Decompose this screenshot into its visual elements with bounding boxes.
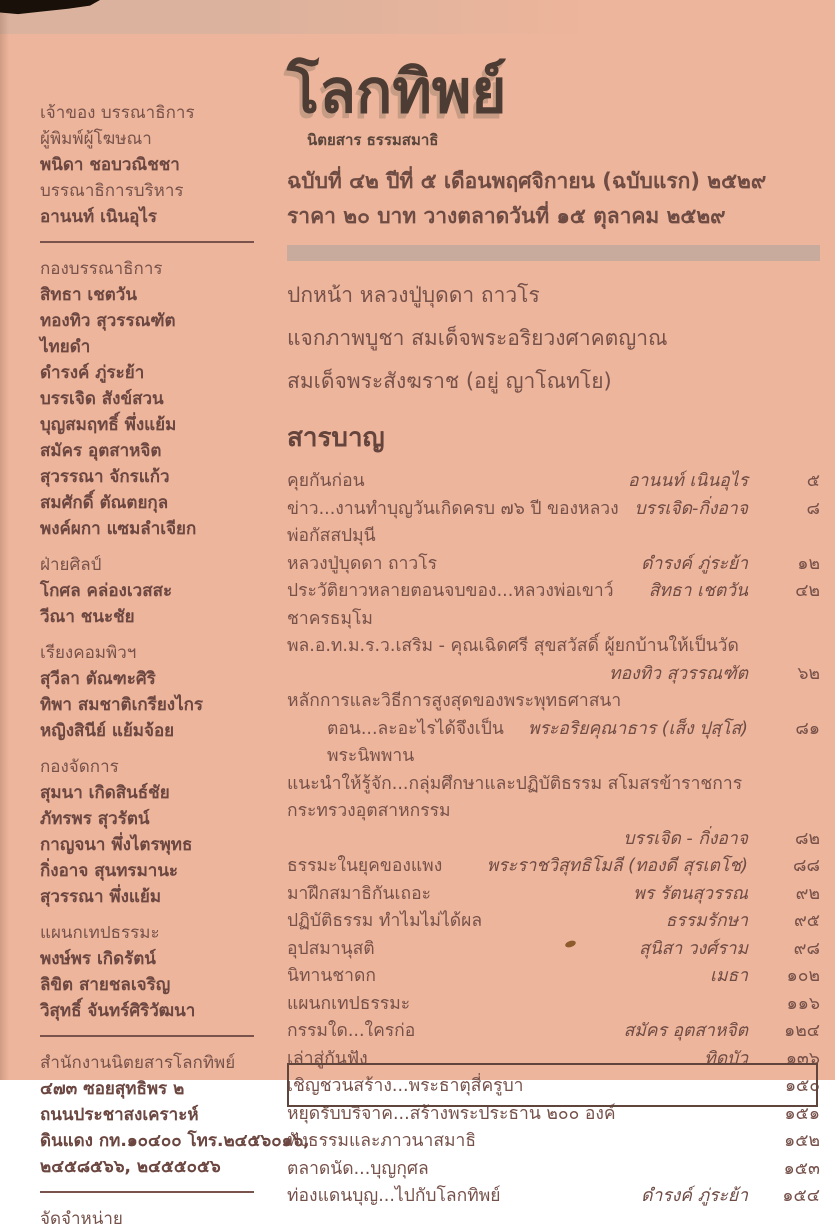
toc-author: บรรเจิด-กิ่งอาจ — [634, 498, 748, 519]
toc-title: ข่าว...งานทำบุญวันเกิดครบ ๗๖ ปี ของหลวงพ่อกัสสปมุนี — [287, 498, 619, 546]
toc-title: แนะนำให้รู้จัก...กลุ่มศึกษาและปฏิบัติธรรม สโมสรข้าราชการกระทรวงอุตสาหกรรม — [287, 773, 743, 821]
toc-page-number: ๑๕๑ — [784, 1103, 820, 1124]
staff-line: เจ้าของ บรรณาธิการ — [40, 103, 195, 123]
toc-title: อุปสมานุสติ — [287, 938, 375, 959]
staff-line: ถนนประชาสงเคราะห์ — [40, 1105, 199, 1125]
staff-line: พงค์ผกา แซมลำเจียก — [40, 519, 197, 539]
staff-line: โกศล คล่องเวสสะ — [40, 581, 173, 601]
toc-row — [287, 551, 820, 579]
staff-line: ผู้พิมพ์ผู้โฆษณา — [40, 129, 152, 149]
toc-row — [287, 1018, 820, 1046]
staff-line: กิ่งอาจ สุนทรมานะ — [40, 861, 179, 881]
issue-info — [287, 164, 820, 234]
staff-line: สิทธา เชตวัน — [40, 285, 137, 305]
toc-page-number: ๘๒ — [794, 828, 820, 849]
toc-row — [287, 853, 820, 881]
staff-line: เรียงคอมพิวฯ — [40, 643, 137, 663]
toc-title: ธรรมะในยุคของแพง — [287, 856, 443, 876]
staff-line: ทิพา สมชาติเกรียงไกร — [40, 695, 204, 715]
toc-page-number: ๘๘ — [792, 856, 820, 876]
toc-title: หยุดรับบริจาค...สร้างพระประธาน ๒๐๐ องค์ — [287, 1103, 616, 1124]
toc-author: ดำรงค์ ภู่ระย้า — [641, 1186, 748, 1206]
staff-line: วีณา ชนะชัย — [40, 607, 135, 627]
toc-row — [287, 1128, 820, 1156]
toc-heading: สารบาญ — [287, 423, 385, 453]
toc-title: หลวงปู่บุดดา ถาวโร — [287, 553, 438, 574]
scan-edge-shadow — [0, 0, 9, 1080]
toc-author: พร รัตนสุวรรณ — [633, 883, 748, 904]
staff-line: บรรณาธิการบริหาร — [40, 181, 184, 201]
staff-line: สุวีลา ตัณฑะศิริ — [40, 669, 156, 689]
toc-author: เมธา — [709, 966, 748, 986]
toc-title: แผนกเทปธรรมะ — [287, 993, 411, 1014]
toc-title: ท่องแดนบุญ...ไปกับโลกทิพย์ — [287, 1186, 501, 1206]
staff-line — [40, 1191, 254, 1193]
toc-author: ดำรงค์ ภู่ระย้า — [641, 553, 748, 574]
staff-line: สมศักดิ์ ตัณตยกุล — [40, 493, 169, 513]
toc-title: ตลาดนัด...บุญกุศล — [287, 1158, 429, 1179]
toc-page-number: ๑๐๒ — [786, 966, 820, 986]
toc-row — [287, 716, 820, 771]
toc-page-number: ๑๕๔ — [782, 1186, 820, 1206]
toc-row — [287, 633, 820, 661]
toc-author: ทองทิว สุวรรณฑัต — [609, 663, 748, 684]
toc-row — [287, 908, 820, 936]
toc-title: เชิญชวนสร้าง...พระธาตุสี่ครูบา — [287, 1076, 524, 1096]
toc-page-number: ๑๒๔ — [784, 1021, 820, 1041]
main-column — [287, 57, 820, 1211]
staff-line: จัดจำหน่าย — [40, 1209, 123, 1229]
toc-author: ธรรมรักษา — [665, 911, 748, 931]
toc-page-number: ๑๕๒ — [784, 1131, 820, 1151]
toc-row — [287, 881, 820, 909]
cover-line: แจกภาพบูชา สมเด็จพระอริยวงศาคตญาณ — [287, 326, 668, 350]
toc-page-number: ๔๒ — [795, 581, 820, 601]
staff-line: สมัคร อุตสาหจิต — [40, 441, 162, 461]
toc-row — [287, 991, 820, 1019]
staff-line: กาญจนา พึ่งไตรพุทธ — [40, 835, 193, 855]
staff-line: แผนกเทปธรรมะ — [40, 923, 160, 943]
toc-row — [287, 963, 820, 991]
staff-line: บรรเจิด สังข์สวน — [40, 389, 164, 409]
staff-line: กองบรรณาธิการ — [40, 259, 163, 279]
cover-line: ปกหน้า หลวงปู่บุดดา ถาวโร — [287, 283, 540, 307]
toc-title: ปฏิบัติธรรม ทำไมไม่ได้ผล — [287, 911, 483, 931]
staff-line: สุวรรณา จักรแก้ว — [40, 467, 170, 487]
toc-row — [287, 1156, 820, 1184]
staff-line — [40, 241, 254, 243]
toc-row — [287, 1183, 820, 1211]
toc-author: พระราชวิสุทธิโมลี (ทองดี สุรเตโช) — [486, 856, 748, 876]
toc-page-number: ๕ — [806, 471, 820, 491]
toc-page-number: ๙๒ — [795, 883, 820, 904]
staff-line: ดำรงค์ ภู่ระย้า — [40, 363, 145, 383]
toc-author: สมัคร อุตสาหจิต — [623, 1021, 748, 1041]
staff-line: ฝ่ายศิลป์ — [40, 555, 102, 575]
toc-page-number: ๑๕๓ — [783, 1158, 820, 1179]
toc-page-number: ๑๑๖ — [786, 993, 820, 1014]
staff-sidebar — [40, 100, 310, 1232]
staff-line: อานนท์ เนินอุไร — [40, 207, 158, 227]
issue-line: ฉบับที่ ๔๒ ปีที่ ๕ เดือนพฤศจิกายน (ฉบับแรก) ๒๕๒๙ — [287, 169, 767, 193]
toc-row — [287, 771, 820, 826]
toc-title: ตอน...ละอะไรได้จึงเป็นพระนิพพาน — [327, 718, 504, 766]
toc-author: สิทธา เชตวัน — [648, 581, 748, 601]
toc-row — [287, 661, 820, 689]
toc-title: หลักการและวิธีการสูงสุดของพระพุทธศาสนา — [287, 691, 622, 711]
toc-page-number: ๑๓๖ — [785, 1048, 820, 1069]
staff-line — [40, 1035, 254, 1037]
toc-row — [287, 468, 820, 496]
divider-bar — [287, 245, 820, 261]
toc-title: มาฝึกสมาธิกันเถอะ — [287, 883, 431, 904]
toc-title: ฟังธรรมและภาวนาสมาธิ — [287, 1131, 477, 1151]
bottom-frame-box — [287, 1063, 818, 1107]
staff-line: ภัทรพร สุวรัตน์ — [40, 809, 150, 829]
toc-author: บรรเจิด - กิ่งอาจ — [623, 828, 748, 849]
toc-author: ทิดบัว — [704, 1048, 748, 1069]
toc-row — [287, 826, 820, 854]
toc-page-number: ๘ — [806, 498, 820, 519]
cover-info — [287, 274, 820, 403]
toc-title: กรรมใด...ใครก่อ — [287, 1021, 416, 1041]
staff-line: วิสุทธิ์ จันทร์ศิริวัฒนา — [40, 1001, 196, 1021]
price-line: ราคา ๒๐ บาท วางตลาดวันที่ ๑๕ ตุลาคม ๒๕๒๙ — [287, 204, 726, 228]
staff-line: ๒๔๕๘๕๖๖, ๒๔๕๕๐๕๖ — [40, 1157, 221, 1177]
toc-title: คุยกันก่อน — [287, 471, 365, 491]
toc-author: อานนท์ เนินอุไร — [628, 471, 748, 491]
magazine-tagline: นิตยสาร ธรรมสมาธิ — [307, 131, 439, 149]
staff-line: พงษ์พร เกิดรัตน์ — [40, 949, 156, 969]
toc-row — [287, 936, 820, 964]
toc-page-number: ๑๒ — [797, 553, 820, 574]
cover-line: สมเด็จพระสังฆราช (อยู่ ญาโณทโย) — [287, 369, 612, 393]
toc-title: เล่าสู่กันฟัง — [287, 1048, 368, 1069]
toc-page-number: ๙๘ — [793, 938, 820, 959]
staff-line: ๔๗๓ ซอยสุทธิพร ๒ — [40, 1079, 185, 1099]
staff-line: ไทยดำ — [40, 337, 91, 357]
staff-line: กองจัดการ — [40, 757, 119, 777]
toc-title: ประวัติยาวหลายตอนจบของ...หลวงพ่อเขาว์ ชาครธมุโม — [287, 581, 614, 629]
toc-page-number: ๙๕ — [793, 911, 820, 931]
staff-line: ทองทิว สุวรรณฑัต — [40, 311, 176, 331]
staff-line: สำนักงานนิตยสารโลกทิพย์ — [40, 1053, 236, 1073]
toc-page-number: ๘๑ — [795, 718, 820, 739]
staff-line: สุมนา เกิดสินธ์ชัย — [40, 783, 170, 803]
staff-line: ดินแดง กท.๑๐๔๐๐ โทร.๒๔๕๖๐๑๖, — [40, 1131, 310, 1151]
toc-title: นิทานชาดก — [287, 966, 376, 986]
toc-author: สุนิสา วงศ์ราม — [639, 938, 748, 959]
toc-row — [287, 578, 820, 633]
staff-line: ลิขิต สายชลเจริญ — [40, 975, 171, 995]
magazine-logo: โลกทิพย์ — [287, 57, 507, 127]
toc-row — [287, 688, 820, 716]
staff-line: พนิดา ชอบวณิชชา — [40, 155, 180, 175]
toc-row — [287, 496, 820, 551]
staff-line: บุญสมฤทธิ์ พึ่งแย้ม — [40, 415, 177, 435]
staff-line: หญิงสินีย์ แย้มจ้อย — [40, 721, 175, 741]
toc-page-number: ๖๒ — [797, 663, 820, 684]
toc-title: พล.อ.ท.ม.ร.ว.เสริม - คุณเฉิดศรี สุขสวัสดิ์ ผู้ยกบ้านให้เป็นวัด — [287, 636, 739, 656]
toc-page-number: ๑๕๐ — [784, 1076, 820, 1096]
staff-line: สุวรรณา พึ่งแย้ม — [40, 887, 162, 907]
toc-author: พระอริยคุณาธาร (เส็ง ปุสฺโส) — [527, 718, 748, 739]
